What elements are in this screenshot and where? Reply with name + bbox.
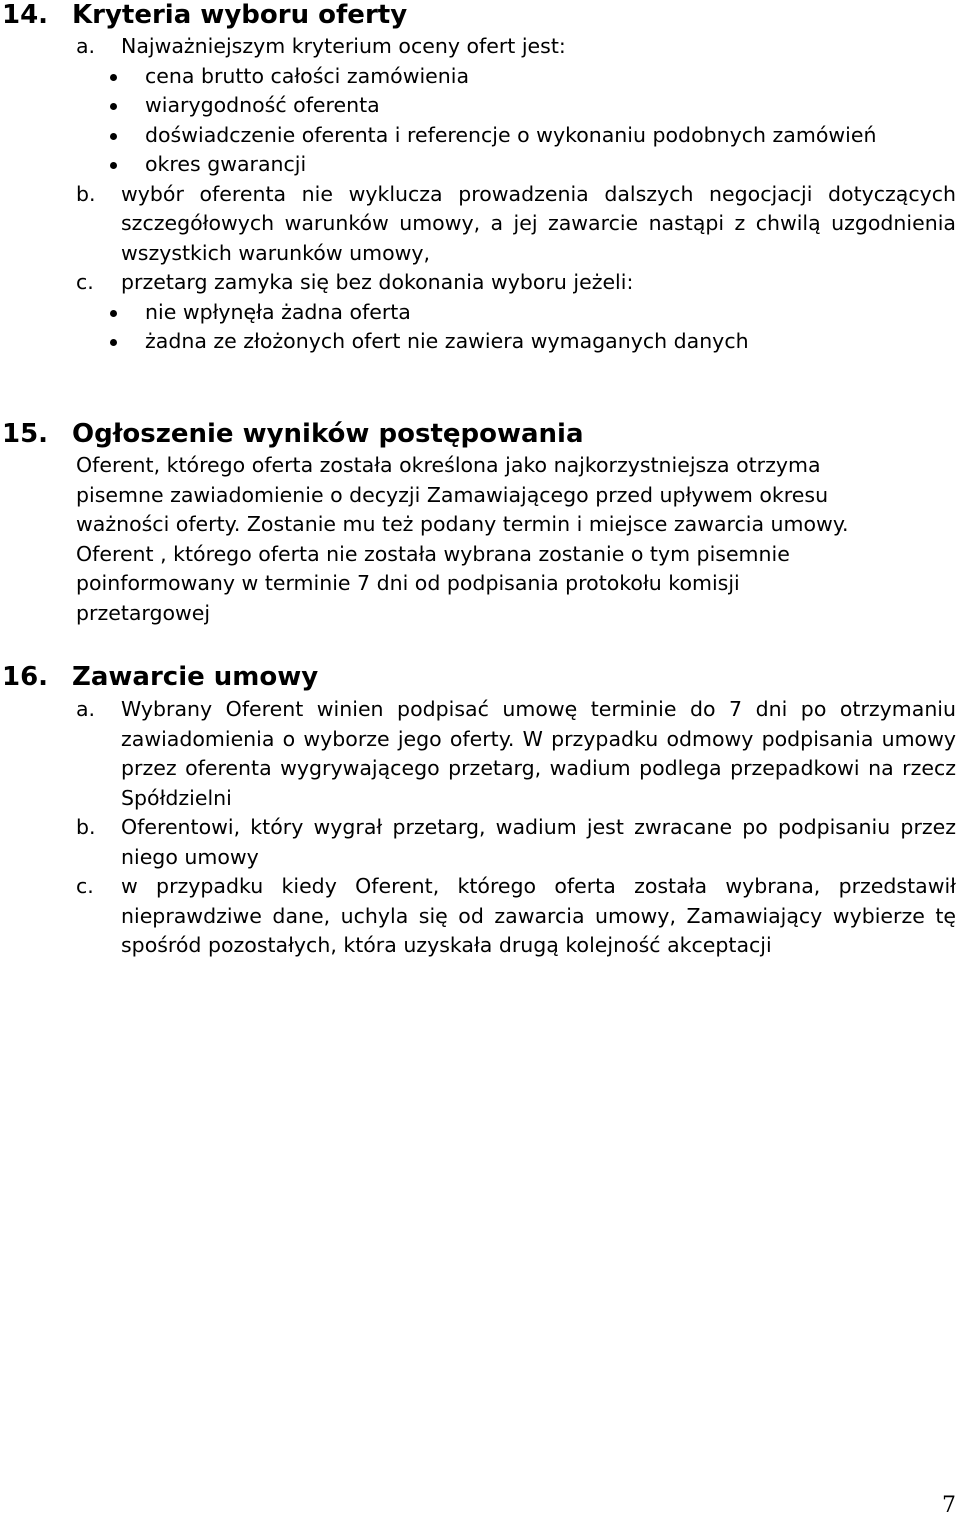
section-15-paragraph-2: Oferent , którego oferta nie została wybrana zostanie o tym pisemnie poinformowany w terminie 7 dni od podpisania protokołu komisji przetargowej <box>76 541 790 625</box>
item-marker: b. <box>76 815 96 839</box>
list-item: żadna ze złożonych ofert nie zawiera wymaganych danych <box>76 327 956 357</box>
section-14-item-a <box>76 32 956 62</box>
section-16-item-b <box>76 813 956 872</box>
list-item: doświadczenie oferenta i referencje o wykonaniu podobnych zamówień <box>76 121 956 151</box>
section-14-body <box>76 32 956 357</box>
section-14-title: Kryteria wyboru oferty <box>72 0 408 30</box>
section-14-heading <box>2 0 407 30</box>
section-15-body <box>76 451 876 628</box>
list-item: cena brutto całości zamówienia <box>76 62 956 92</box>
list-item: okres gwarancji <box>76 150 956 180</box>
section-14-number: 14. <box>2 0 49 30</box>
item-text: w przypadku kiedy Oferent, którego oferta została wybrana, przedstawił nieprawdziwe dane, uchyla się od zawarcia umowy, Zamawiający wybierze tę spośród pozostałych, która uzyskała drugą kolejność akceptacji <box>121 874 956 957</box>
item-marker: c. <box>76 874 94 898</box>
criteria-list <box>76 62 956 180</box>
item-marker: a. <box>76 34 96 58</box>
item-text: przetarg zamyka się bez dokonania wyboru jeżeli: <box>121 270 634 294</box>
page-number: 7 <box>942 1493 956 1518</box>
item-text: Najważniejszym kryterium oceny ofert jest: <box>121 34 566 58</box>
item-text: wybór oferenta nie wyklucza prowadzenia dalszych negocjacji dotyczących szczegółowych warunków umowy, a jej zawarcie nastąpi z chwilą uzgodnienia wszystkich warunków umowy, <box>121 181 956 265</box>
section-16-heading <box>2 662 318 692</box>
section-16-item-c <box>76 872 956 961</box>
bullet-icon <box>110 133 117 140</box>
item-marker: a. <box>76 697 96 721</box>
section-14-item-b <box>76 180 956 269</box>
bullet-icon <box>110 339 117 346</box>
item-text: Oferentowi, który wygrał przetarg, wadium jest zwracane po podpisaniu przez niego umowy <box>121 815 956 869</box>
bullet-icon <box>110 310 117 317</box>
section-16-title: Zawarcie umowy <box>72 662 319 692</box>
item-text: Wybrany Oferent winien podpisać umowę terminie do 7 dni po otrzymaniu zawiadomienia o wyborze jego oferty. W przypadku odmowy podpisania umowy przez oferenta wygrywającego przetarg, wadium podlega przepadkowi na rzecz Spółdzielni <box>121 697 956 810</box>
section-14-item-c <box>76 268 956 298</box>
list-item: wiarygodność oferenta <box>76 91 956 121</box>
item-marker: c. <box>76 270 94 294</box>
list-item: nie wpłynęła żadna oferta <box>76 298 956 328</box>
section-15-heading <box>2 419 584 449</box>
item-marker: b. <box>76 181 96 206</box>
section-15-title: Ogłoszenie wyników postępowania <box>72 419 584 449</box>
bullet-icon <box>110 103 117 110</box>
section-16-item-a <box>76 695 956 813</box>
section-15-number: 15. <box>2 419 49 449</box>
section-16-number: 16. <box>2 662 49 692</box>
bullet-icon <box>110 74 117 81</box>
conditions-list <box>76 298 956 357</box>
section-15-paragraph-1: Oferent, którego oferta została określona jako najkorzystniejsza otrzyma pisemne zawiadomienie o decyzji Zamawiającego przed upływem okresu ważności oferty. Zostanie mu też podany termin i miejsce zawarcia umowy. <box>76 453 849 536</box>
bullet-icon <box>110 162 117 169</box>
section-16-body <box>76 695 956 961</box>
